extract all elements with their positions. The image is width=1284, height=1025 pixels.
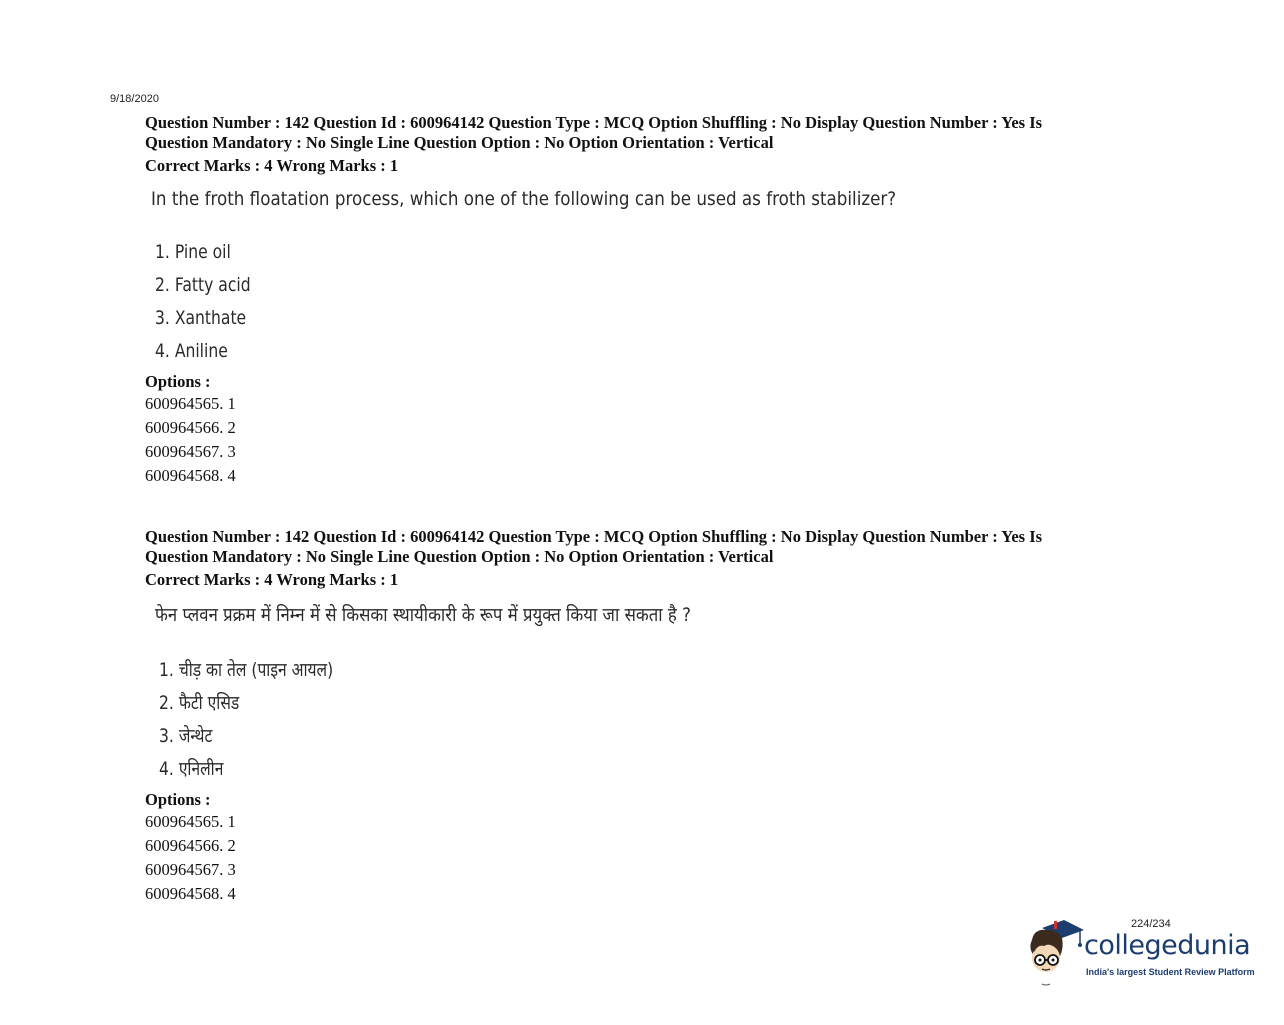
option-id: 600964565. 1 (145, 812, 236, 831)
option-id: 600964568. 4 (145, 466, 236, 485)
option-id: 600964567. 3 (145, 860, 236, 879)
choice-item: 3. जेन्थेट (159, 725, 213, 747)
question-meta-line-1: Question Number : 142 Question Id : 600964142 Question Type : MCQ Option Shuffling : No Display Question Number : Yes Is (145, 113, 1043, 132)
options-label: Options : (145, 372, 211, 391)
option-id: 600964565. 1 (145, 394, 236, 413)
choice-item: 4. Aniline (155, 340, 228, 362)
question-marks: Correct Marks : 4 Wrong Marks : 1 (145, 570, 399, 589)
print-date: 9/18/2020 (110, 93, 159, 105)
option-id: 600964566. 2 (145, 836, 236, 855)
collegedunia-logo (1024, 918, 1264, 988)
option-id: 600964566. 2 (145, 418, 236, 437)
question-meta-line-2: Question Mandatory : No Single Line Question Option : No Option Orientation : Vertical (145, 547, 774, 566)
choice-item: 2. Fatty acid (155, 274, 251, 296)
brand-name: collegedunia (1084, 930, 1251, 961)
choice-item: 2. फैटी एसिड (159, 692, 240, 714)
question-block-hindi (145, 527, 1135, 906)
choice-item: 3. Xanthate (155, 307, 247, 329)
page-number: 224/234 (1131, 918, 1171, 930)
question-text: फेन प्लवन प्रक्रम में निम्न में से किसका स्थायीकारी के रूप में प्रयुक्त किया जा सकता है ? (155, 604, 691, 626)
options-label: Options : (145, 790, 211, 809)
option-id: 600964568. 4 (145, 884, 236, 903)
choice-item: 1. Pine oil (155, 241, 231, 263)
question-meta-line-2: Question Mandatory : No Single Line Question Option : No Option Orientation : Vertical (145, 133, 774, 152)
mascot-icon (1024, 918, 1086, 988)
brand-tagline: India's largest Student Review Platform (1086, 967, 1255, 977)
choice-item: 1. चीड़ का तेल (पाइन आयल) (159, 659, 334, 681)
question-marks: Correct Marks : 4 Wrong Marks : 1 (145, 156, 399, 175)
question-block-english (145, 113, 1135, 488)
option-id: 600964567. 3 (145, 442, 236, 461)
choice-item: 4. एनिलीन (159, 758, 224, 780)
question-text: In the froth floatation process, which one of the following can be used as froth stabilizer? (151, 188, 897, 210)
question-meta-line-1: Question Number : 142 Question Id : 600964142 Question Type : MCQ Option Shuffling : No Display Question Number : Yes Is (145, 527, 1043, 546)
